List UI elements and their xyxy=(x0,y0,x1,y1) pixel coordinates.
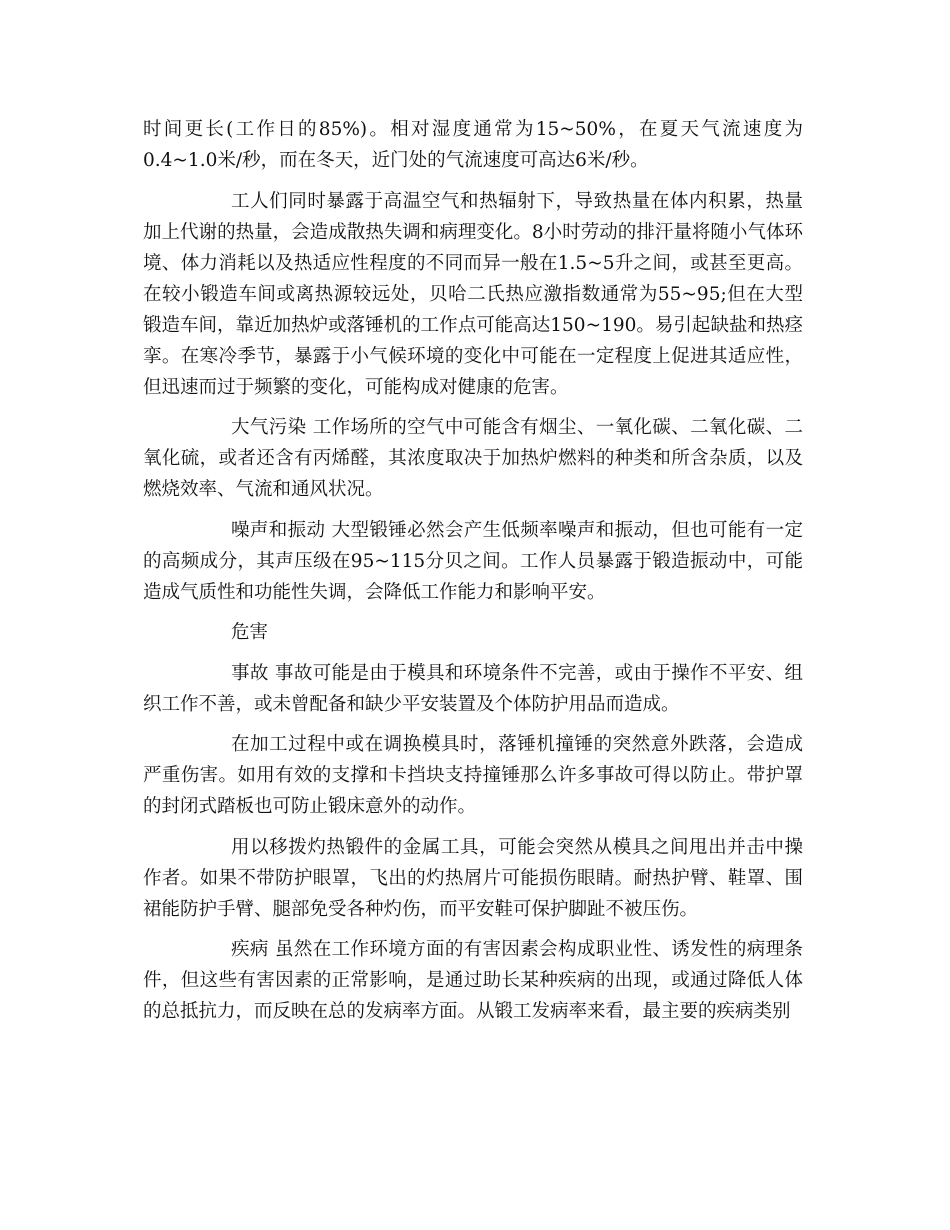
paragraph-accidents: 事故 事故可能是由于模具和环境条件不完善，或由于操作不平安、组织工作不善，或未曾配备和缺少平安装置及个体防护用品而造成。 xyxy=(143,662,803,715)
paragraph-continuation: 时间更长(工作日的85%)。相对湿度通常为15~50%，在夏天气流速度为0.4~1.0米/秒，而在冬天，近门处的气流速度可高达6米/秒。 xyxy=(143,119,803,171)
paragraph-metal-tools: 用以移拨灼热锻件的金属工具，可能会突然从模具之间甩出并击中操作者。如果不带防护眼罩，飞出的灼热屑片可能损伤眼睛。耐热护臂、鞋罩、围裙能防护手臂、腿部免受各种灼伤，而平安鞋可保护脚趾不被压伤。 xyxy=(143,836,803,920)
paragraph-noise-vibration: 噪声和振动 大型锻锤必然会产生低频率噪声和振动，但也可能有一定的高频成分，其声压级在95~115分贝之间。工作人员暴露于锻造振动中，可能造成气质性和功能性失调，会降低工作能力和影响平安。 xyxy=(143,519,803,603)
paragraph-ram-falling: 在加工过程中或在调换模具时，落锤机撞锤的突然意外跌落，会造成严重伤害。如用有效的支撑和卡挡块支持撞锤那么许多事故可得以防止。带护罩的封闭式踏板也可防止锻床意外的动作。 xyxy=(143,734,803,817)
paragraph-air-pollution: 大气污染 工作场所的空气中可能含有烟尘、一氧化碳、二氧化碳、二氧化硫，或者还含有丙烯醛，其浓度取决于加热炉燃料的种类和所含杂质，以及燃烧效率、气流和通风状况。 xyxy=(143,417,803,500)
section-heading-hazards: 危害 xyxy=(231,622,269,643)
document-body xyxy=(143,114,803,1037)
paragraph-heat-exposure: 工人们同时暴露于高温空气和热辐射下，导致热量在体内积累，热量加上代谢的热量，会造成散热失调和病理变化。8小时劳动的排汗量将随小气体环境、体力消耗以及热适应性程度的不同而异一般在1.5~5升之间，或甚至更高。在较小锻造车间或离热源较远处，贝哈二氏热应激指数通常为55~95;但在大型锻造车间，靠近加热炉或落锤机的工作点可能高达150~190。易引起缺盐和热痉挛。在寒冷季节，暴露于小气候环境的变化中可能在一定程度上促进其适应性，但迅速而过于频繁的变化，可能构成对健康的危害。 xyxy=(143,190,803,398)
paragraph-diseases: 疾病 虽然在工作环境方面的有害因素会构成职业性、诱发性的病理条件，但这些有害因素的正常影响，是通过助长某种疾病的出现，或通过降低人体的总抵抗力，而反映在总的发病率方面。从锻工发病率来看，最主要的疾病类别 xyxy=(143,939,803,1022)
